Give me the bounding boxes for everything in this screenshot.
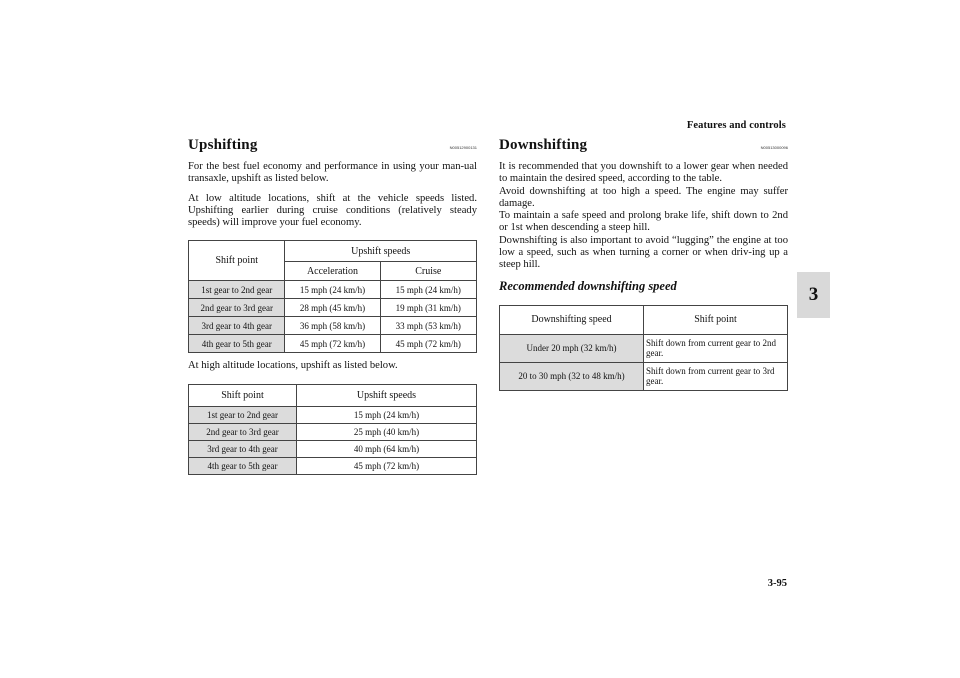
table1-header-upshift-speeds: Upshift speeds bbox=[285, 241, 477, 262]
recommended-speed-subtitle: Recommended downshifting speed bbox=[499, 278, 677, 293]
upshift-high-altitude-table bbox=[188, 384, 477, 475]
table-cell: 2nd gear to 3rd gear bbox=[189, 423, 297, 440]
table-cell: 20 to 30 mph (32 to 48 km/h) bbox=[500, 362, 644, 390]
table-row bbox=[189, 335, 477, 353]
upshifting-high-altitude: At high altitude locations, upshift as listed below. bbox=[188, 360, 398, 372]
page-header: Features and controls bbox=[686, 120, 786, 131]
table-row bbox=[189, 406, 477, 423]
table-row bbox=[500, 362, 788, 390]
upshifting-intro: For the best fuel economy and performance in using your man-ual transaxle, upshift as listed below. bbox=[188, 161, 477, 185]
table-cell: 4th gear to 5th gear bbox=[189, 335, 285, 353]
table-cell: 40 mph (64 km/h) bbox=[297, 440, 477, 457]
table-row bbox=[500, 334, 788, 362]
table1-header-shift-point: Shift point bbox=[189, 241, 285, 281]
downshifting-para-4: Downshifting is also important to avoid “lugging” the engine at too low a speed, such as when turning a corner or when driv-ing up a steep hill. bbox=[499, 234, 788, 271]
upshifting-title: Upshifting bbox=[188, 137, 258, 153]
downshifting-table bbox=[499, 305, 788, 391]
downshifting-para-1: It is recommended that you downshift to a lower gear when needed to maintain the desired speed, according to the table. bbox=[499, 161, 788, 185]
table-row bbox=[189, 457, 477, 474]
downshifting-heading-row bbox=[499, 137, 788, 155]
table-cell: 15 mph (24 km/h) bbox=[285, 281, 380, 299]
table-row bbox=[189, 440, 477, 457]
table-cell: 19 mph (31 km/h) bbox=[380, 299, 477, 317]
table-cell: Shift down from current gear to 2nd gear. bbox=[644, 334, 788, 362]
downshifting-para-3: To maintain a safe speed and prolong brake life, shift down to 2nd or 1st when descending a steep hill. bbox=[499, 210, 788, 234]
table1-subheader-cruise: Cruise bbox=[380, 262, 477, 281]
upshifting-code: N00512900131 bbox=[449, 145, 477, 150]
table2-header-upshift-speeds: Upshift speeds bbox=[297, 384, 477, 406]
table-row bbox=[189, 281, 477, 299]
table-cell: 36 mph (58 km/h) bbox=[285, 317, 380, 335]
table-cell: 2nd gear to 3rd gear bbox=[189, 299, 285, 317]
table2-header-shift-point: Shift point bbox=[189, 384, 297, 406]
table-cell: 4th gear to 5th gear bbox=[189, 457, 297, 474]
downshift-header-speed: Downshifting speed bbox=[500, 305, 644, 334]
upshifting-low-altitude: At low altitude locations, shift at the vehicle speeds listed. Upshifting earlier during cruise conditions (relatively steady speeds) will improve your fuel economy. bbox=[188, 192, 477, 229]
table-cell: 1st gear to 2nd gear bbox=[189, 406, 297, 423]
table-row bbox=[189, 299, 477, 317]
table-cell: 1st gear to 2nd gear bbox=[189, 281, 285, 299]
table-cell: 25 mph (40 km/h) bbox=[297, 423, 477, 440]
table-cell: 45 mph (72 km/h) bbox=[297, 457, 477, 474]
table-cell: 45 mph (72 km/h) bbox=[285, 335, 380, 353]
upshift-low-altitude-table bbox=[188, 240, 477, 353]
table-cell: 3rd gear to 4th gear bbox=[189, 317, 285, 335]
downshift-header-shift-point: Shift point bbox=[644, 305, 788, 334]
page-number: 3-95 bbox=[767, 578, 787, 589]
downshifting-para-2: Avoid downshifting at too high a speed. The engine may suffer damage. bbox=[499, 185, 788, 209]
table1-subheader-acceleration: Acceleration bbox=[285, 262, 380, 281]
table-cell: 15 mph (24 km/h) bbox=[297, 406, 477, 423]
table-cell: 15 mph (24 km/h) bbox=[380, 281, 477, 299]
downshifting-title: Downshifting bbox=[499, 137, 588, 153]
upshifting-heading-row bbox=[188, 137, 477, 155]
table-cell: 45 mph (72 km/h) bbox=[380, 335, 477, 353]
chapter-tab: 3 bbox=[797, 272, 830, 318]
downshifting-section bbox=[499, 137, 788, 391]
table-cell: 28 mph (45 km/h) bbox=[285, 299, 380, 317]
table-cell: Shift down from current gear to 3rd gear. bbox=[644, 362, 788, 390]
table-cell: Under 20 mph (32 km/h) bbox=[500, 334, 644, 362]
upshifting-section bbox=[188, 137, 477, 475]
downshifting-code: N00513000096 bbox=[760, 145, 788, 150]
table-cell: 3rd gear to 4th gear bbox=[189, 440, 297, 457]
table-row bbox=[189, 317, 477, 335]
table-row bbox=[189, 423, 477, 440]
table-cell: 33 mph (53 km/h) bbox=[380, 317, 477, 335]
